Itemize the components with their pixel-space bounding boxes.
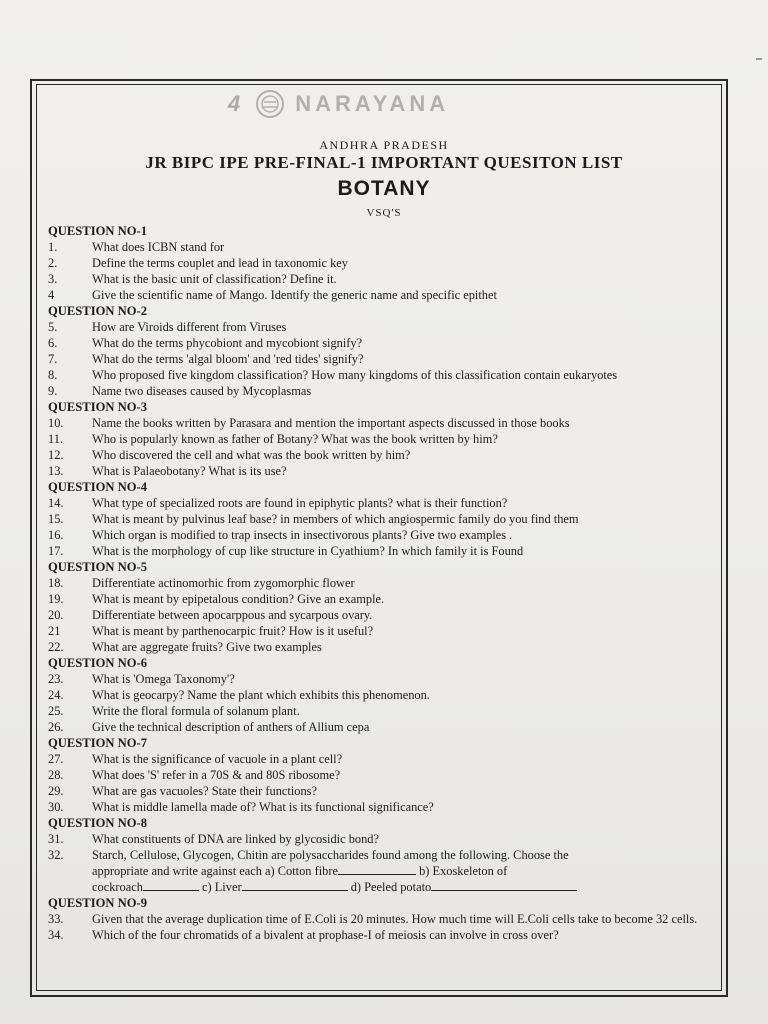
question-text: What is the significance of vacuole in a plant cell? [92,752,343,766]
question-text: Which organ is modified to trap insects in insectivorous plants? Give two examples . [92,528,513,542]
section-heading: QUESTION NO-4 [48,480,148,494]
question-text: Name the books written by Parasara and mention the important aspects discussed in those books [92,416,570,430]
question-item [48,511,708,527]
question-item [48,751,708,767]
question-number: 13. [48,464,64,478]
q32-liver-label: c) Liver [202,880,242,894]
question-item-fill-blanks [48,847,708,895]
question-item [48,447,708,463]
question-item [48,927,708,943]
question-number: 32. [48,848,64,862]
section-heading: QUESTION NO-1 [48,224,148,238]
question-number: 6. [48,336,58,350]
category-heading: VSQ'S [366,207,402,219]
question-text: Who is popularly known as father of Botany? What was the book written by him? [92,432,498,446]
question-item [48,255,708,271]
brand-name: NARAYANA [295,91,450,116]
section-heading: QUESTION NO-8 [48,816,148,830]
question-number: 9. [48,384,58,398]
question-item [48,575,708,591]
liver-blank[interactable] [242,879,348,891]
question-text: Who proposed five kingdom classification? How many kingdoms of this classification contain eukaryotes [92,368,618,382]
question-text: What is middle lamella made of? What is its functional significance? [92,800,434,814]
question-item [48,799,708,815]
question-item [48,591,708,607]
question-item [48,719,708,735]
question-number: 16. [48,528,64,542]
logo-number: 4 [228,91,240,116]
question-text: Define the terms couplet and lead in taxonomic key [92,256,348,270]
section-heading: QUESTION NO-2 [48,304,148,318]
question-text: What type of specialized roots are found in epiphytic plants? what is their function? [92,496,508,510]
question-text: Name two diseases caused by Mycoplasmas [92,384,312,398]
question-number: 26. [48,720,64,734]
question-number: 31. [48,832,64,846]
question-text: Write the floral formula of solanum plant. [92,704,300,718]
question-item [48,607,708,623]
question-number: 4 [48,288,55,302]
peeled-potato-blank[interactable] [431,879,577,891]
question-number: 2. [48,256,58,270]
question-number: 20. [48,608,64,622]
question-number: 23. [48,672,64,686]
question-number: 29. [48,784,64,798]
question-text: What is meant by parthenocarpic fruit? How is it useful? [92,624,374,638]
question-item [48,383,708,399]
question-number: 22. [48,640,64,654]
question-item [48,431,708,447]
question-text: Given that the average duplication time of E.Coli is 20 minutes. How much time will E.Coli cells take to become 32 cells. [92,912,698,926]
question-item [48,623,708,639]
question-item [48,639,708,655]
question-number: 30. [48,800,64,814]
question-number: 5. [48,320,58,334]
question-text: How are Viroids different from Viruses [92,320,287,334]
question-number: 11. [48,432,64,446]
q32-exoskeleton-label: b) Exoskeleton of [419,864,508,878]
question-text: What is the basic unit of classification? Define it. [92,272,337,286]
question-text: Who discovered the cell and what was the book written by him? [92,448,411,462]
question-text [92,847,708,895]
question-text: What is geocarpy? Name the plant which exhibits this phenomenon. [92,688,430,702]
question-text: What does 'S' refer in a 70S & and 80S ribosome? [92,768,341,782]
question-text: Differentiate between apocarppous and sycarpous ovary. [92,608,373,622]
question-item [48,319,708,335]
cockroach-blank[interactable] [143,879,199,891]
question-text: What constituents of DNA are linked by glycosidic bond? [92,832,379,846]
section-heading: QUESTION NO-5 [48,560,148,574]
q32-cockroach-label: cockroach [92,880,143,894]
question-text: What is meant by epipetalous condition? Give an example. [92,592,385,606]
question-item [48,463,708,479]
question-item [48,351,708,367]
question-text: Give the technical description of anthers of Allium cepa [92,720,370,734]
question-number: 28. [48,768,64,782]
question-text: What does ICBN stand for [92,240,225,254]
question-item [48,767,708,783]
edge-mark [756,58,762,60]
question-number: 25. [48,704,64,718]
emblem-icon [253,89,287,119]
section-heading: QUESTION NO-7 [48,736,148,750]
question-item [48,367,708,383]
question-number: 18. [48,576,64,590]
q32-line-1: Starch, Cellulose, Glycogen, Chitin are polysaccharides found among the following. Choose the [92,848,569,862]
question-text: What is 'Omega Taxonomy'? [92,672,235,686]
question-item [48,911,708,927]
question-list [48,223,708,943]
question-number: 24. [48,688,64,702]
question-text: What do the terms phycobiont and mycobiont signify? [92,336,363,350]
question-text: Which of the four chromatids of a bivalent at prophase-I of meiosis can involve in cross over? [92,928,559,942]
question-number: 1. [48,240,58,254]
question-number: 8. [48,368,58,382]
section-heading: QUESTION NO-3 [48,400,148,414]
question-number: 27. [48,752,64,766]
question-number: 33. [48,912,64,926]
state-heading: ANDHRA PRADESH [319,138,449,152]
question-number: 17. [48,544,64,558]
question-text: What is the morphology of cup like structure in Cyathium? In which family it is Found [92,544,524,558]
question-text: What do the terms 'algal bloom' and 'red tides' signify? [92,352,364,366]
question-item [48,671,708,687]
question-text: What are aggregate fruits? Give two examples [92,640,322,654]
question-number: 21 [48,624,61,638]
question-text: What is meant by pulvinus leaf base? in members of which angiospermic family do you find them [92,512,579,526]
question-text: What is Palaeobotany? What is its use? [92,464,287,478]
question-number: 7. [48,352,58,366]
question-item [48,239,708,255]
question-number: 10. [48,416,64,430]
question-number: 15. [48,512,64,526]
question-number: 3. [48,272,58,286]
question-item [48,543,708,559]
subject-heading: BOTANY [337,177,431,200]
question-item [48,415,708,431]
q32-cotton-label: appropriate and write against each a) Cotton fibre [92,864,338,878]
question-item [48,831,708,847]
question-item [48,495,708,511]
question-number: 34. [48,928,64,942]
question-item [48,335,708,351]
question-item [48,527,708,543]
page-title: JR BIPC IPE PRE-FINAL-1 IMPORTANT QUESITON LIST [145,153,623,172]
question-item [48,271,708,287]
q32-potato-label: d) Peeled potato [350,880,432,894]
question-number: 12. [48,448,64,462]
section-heading: QUESTION NO-6 [48,656,148,670]
narayana-logo [228,88,528,120]
question-number: 14. [48,496,64,510]
cotton-fibre-blank[interactable] [338,863,416,875]
question-item [48,287,708,303]
section-heading: QUESTION NO-9 [48,896,148,910]
question-number: 19. [48,592,64,606]
question-item [48,703,708,719]
question-text: Give the scientific name of Mango. Identify the generic name and specific epithet [92,288,497,302]
question-item [48,783,708,799]
question-item [48,687,708,703]
question-text: What are gas vacuoles? State their functions? [92,784,318,798]
question-text: Differentiate actinomorhic from zygomorphic flower [92,576,355,590]
